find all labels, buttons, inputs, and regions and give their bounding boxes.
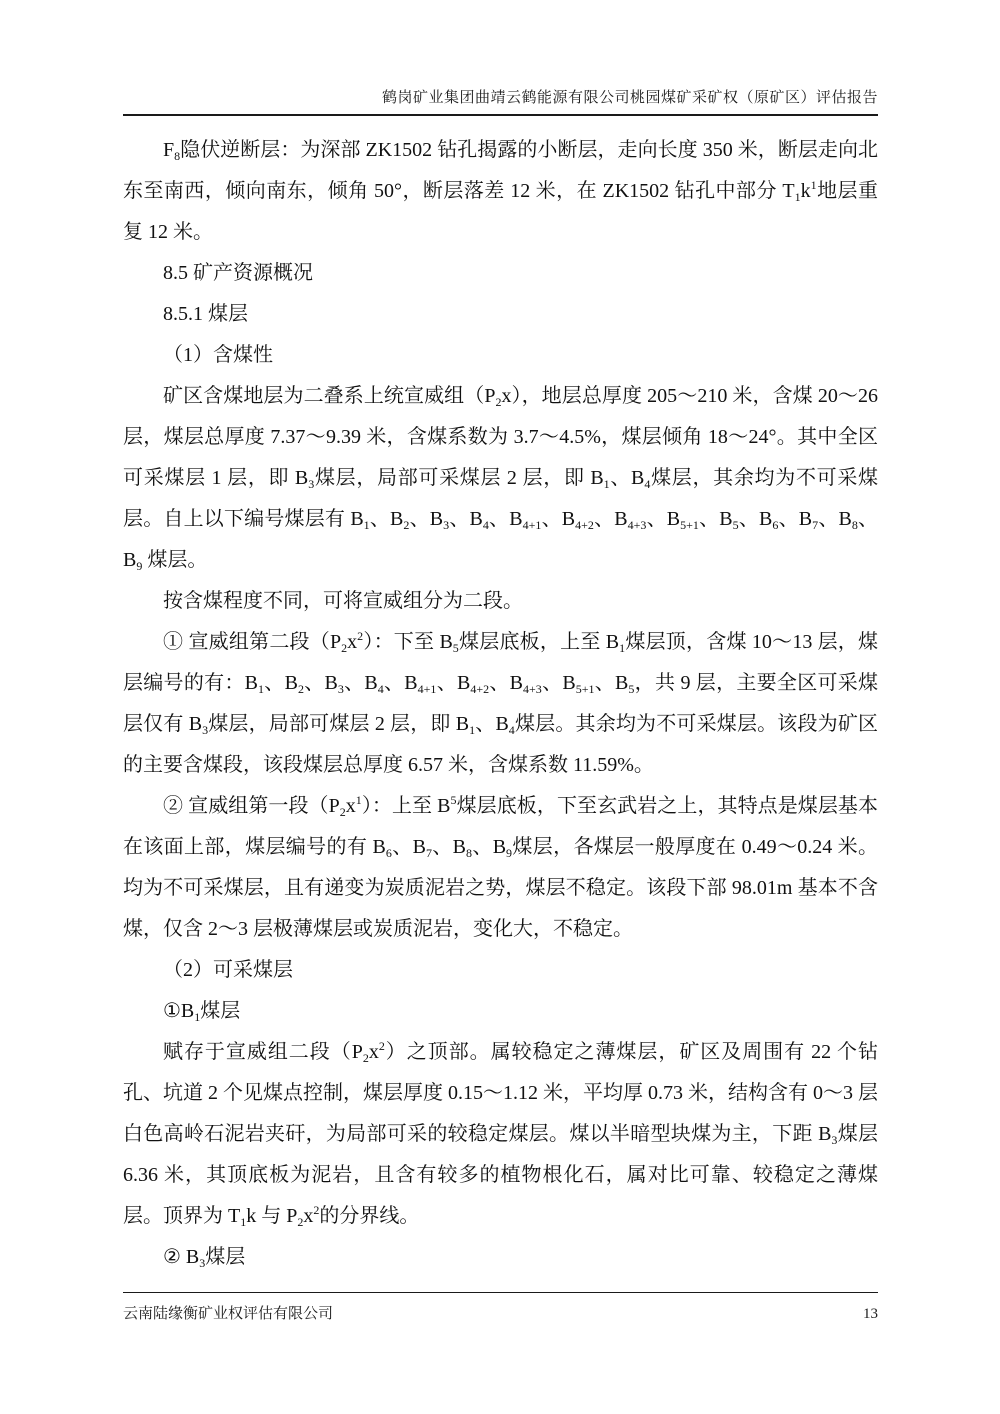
subheading-minable-seams: （2）可采煤层 (163, 959, 293, 981)
subheading-coal-bearing: （1）含煤性 (163, 344, 273, 366)
paragraph-coal-bearing-strata: 矿区含煤地层为二叠系上统宣威组$(P_2x)$，地层总厚度 205～210 米，含煤 20～26 层，煤层总厚度 7.37～9.39 米，含煤系数为 3.7～4.5%，煤层倾角 18～24°。其中全区可采煤层 1 层，即 $B_3$煤层，局部可采煤层 2 层，即 $B_1$、$B_4$煤层，其余均为不可采煤层。自上以下编号煤层有 $B_1$、$B_2$、$B_3$、$B_4$、$B_{4+1}$、$B_{4+2}$、$B_{4+3}$、$B_{5+1}$、$B_5$、$B_6$、$B_7$、$B_8$、$B_9$ 煤层。 (123, 385, 879, 573)
footer-company-name: 云南陆缘衡矿业权评估有限公司 (123, 1306, 334, 1322)
paragraph-xuanwei-first-section: ② 宣威组第一段$(P_2x^1)$：上至 $B^5$煤层底板，下至玄武岩之上，其特点是煤层基本在该面上部，煤层编号的有 $B_6$、$B_7$、$B_8$、$B_9$煤层，各煤层一般厚度在 0.49～0.24 米。均为不可采煤层，且有递变为炭质泥岩之势，煤层不稳定。该段下部 98.01m 基本不含煤，仅含 2～3 层极薄煤层或炭质泥岩，变化大，不稳定。 (123, 793, 879, 940)
paragraph-fault-f8: $F_8$隐伏逆断层：为深部 ZK1502 钻孔揭露的小断层，走向长度 350 米，断层走向北东至南西，倾向南东，倾角 50°，断层落差 12 米，在 ZK1502 钻孔中部分 $T_1k^1$地层重复 12 米。 (123, 139, 879, 243)
section-heading-8-5: 8.5 矿产资源概况 (163, 262, 313, 284)
section-heading-8-5-1: 8.5.1 煤层 (163, 303, 248, 325)
paragraph-seam-b1-description: 赋存于宣威组二段$(P_2x^2)$之顶部。属较稳定之薄煤层，矿区及周围有 22 个钻孔、坑道 2 个见煤点控制，煤层厚度 0.15～1.12 米，平均厚 0.73 米，结构含有 0～3 层白色高岭石泥岩夹矸，为局部可采的较稳定煤层。煤以半暗型块煤为主，下距 $B_3$煤层 6.36 米，其顶底板为泥岩，且含有较多的植物根化石，属对比可靠、较稳定之薄煤层。顶界为 $T_1k$ 与 $P_2x^2$的分界线。 (123, 1039, 879, 1229)
report-title: 鹤岗矿业集团曲靖云鹤能源有限公司桃园煤矿采矿权（原矿区）评估报告 (381, 90, 878, 106)
page-header (123, 86, 878, 116)
paragraph-two-sections-intro: 按含煤程度不同，可将宣威组分为二段。 (163, 590, 523, 612)
header-rule (123, 114, 878, 116)
footer-page-number: 13 (863, 1306, 878, 1322)
document-body (123, 130, 878, 1278)
subheading-seam-b3: ② $B_3$煤层 (163, 1246, 246, 1270)
subheading-seam-b1: $①B_1$煤层 (163, 1000, 241, 1024)
paragraph-xuanwei-second-section: ① 宣威组第二段$(P_2x^2)$：下至 $B_5$煤层底板，上至 $B_1$煤层顶，含煤 10～13 层，煤层编号的有：$B_1$、$B_2$、$B_3$、$B_4$、$B_{4+1}$、$B_{4+2}$、$B_{4+3}$、$B_{5+1}$、$B_5$，共 9 层，主要全区可采煤层仅有 $B_3$煤层，局部可煤层 2 层，即 $B_1$、$B_4$煤层。其余均为不可采煤层。该段为矿区的主要含煤段，该段煤层总厚度 6.57 米，含煤系数 11.59%。 (123, 629, 879, 776)
page-footer (123, 1292, 878, 1323)
